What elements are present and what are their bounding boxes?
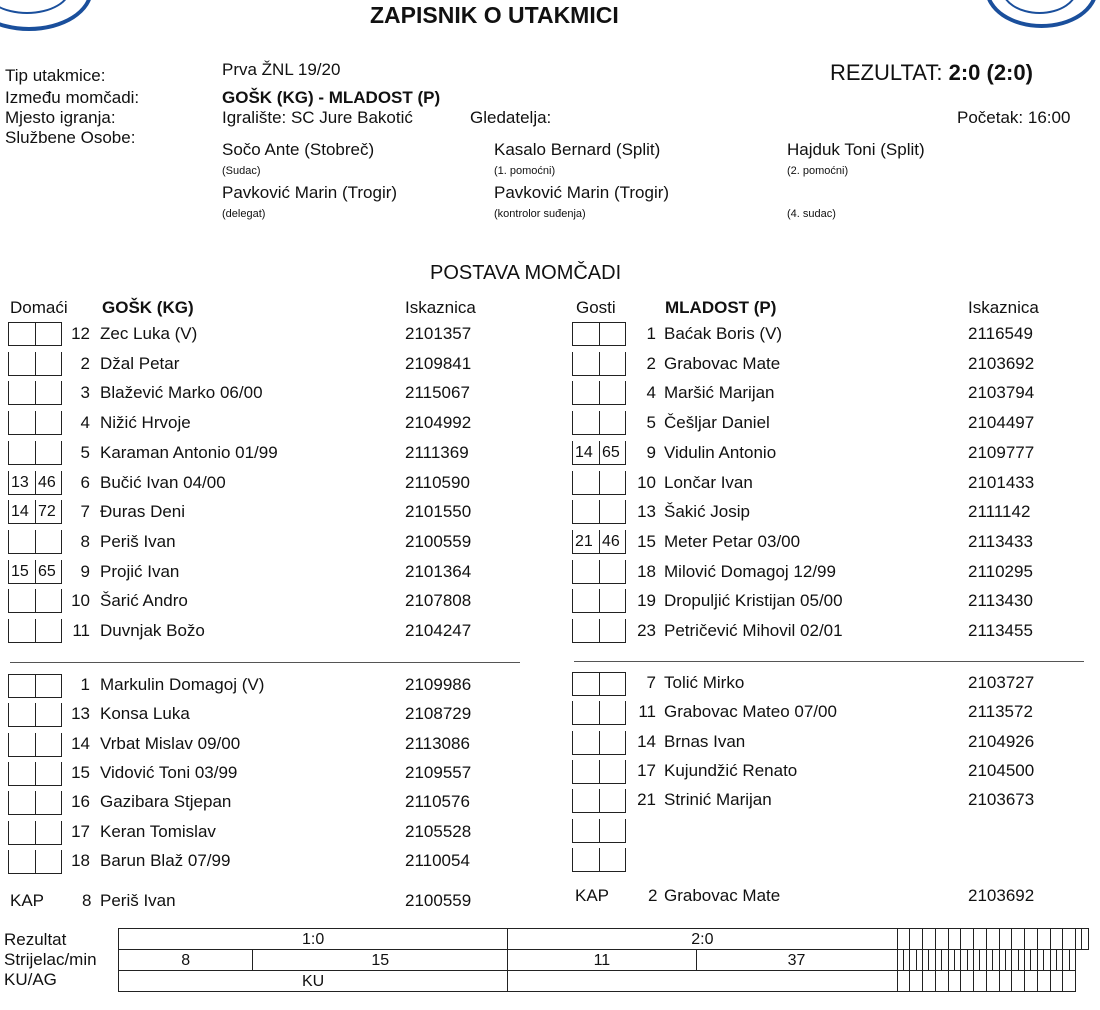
player-name: Projić Ivan [100, 562, 180, 581]
player-id: 2100559 [405, 532, 472, 551]
player-id: 2101550 [405, 502, 472, 521]
result [830, 60, 1033, 86]
player-number: 10 [637, 473, 656, 492]
sub-minute-box [599, 352, 626, 376]
sub-number-box: 21 [572, 530, 599, 554]
sub-number-box [8, 762, 35, 786]
sub-number-box [572, 381, 599, 405]
sub-minute-box: 46 [599, 530, 626, 554]
player-name: Šakić Josip [664, 502, 750, 521]
player-number: 12 [71, 324, 90, 343]
sub-number-box [572, 819, 599, 843]
sub-number-box [572, 322, 599, 346]
player-number: 14 [71, 734, 90, 753]
away-club-logo [985, 0, 1098, 28]
player-number: 7 [646, 673, 656, 692]
sub-minute-box [35, 411, 62, 435]
player-name: Dropuljić Kristijan 05/00 [664, 591, 843, 610]
player-id: 2110590 [405, 473, 470, 492]
sub-number-box [8, 674, 35, 698]
sub-minute-box [599, 672, 626, 696]
player-id: 2104500 [968, 761, 1035, 780]
score-cell: 2:0 [508, 929, 897, 950]
minute-cell: 15 [253, 950, 508, 971]
away-captain-number: 2 [648, 886, 658, 905]
player-number: 17 [71, 822, 90, 841]
sub-minute-box [599, 619, 626, 643]
scorer-cell: 8 [119, 950, 253, 971]
player-name: Đuras Deni [100, 502, 186, 521]
player-name: Vrbat Mislav 09/00 [100, 734, 241, 753]
kuag-row-label: KU/AG [4, 970, 57, 989]
official-role: (1. pomoćni) [494, 165, 556, 177]
sub-number-box: 15 [8, 560, 35, 584]
player-number: 9 [646, 443, 656, 462]
player-id: 2110054 [405, 851, 470, 870]
sub-number-box [8, 619, 35, 643]
sub-number-box [8, 530, 35, 554]
sub-minute-box [35, 322, 62, 346]
kuag-cell [1063, 971, 1076, 992]
player-name: Meter Petar 03/00 [664, 532, 801, 551]
player-number: 2 [646, 354, 656, 373]
official-name: Pavković Marin (Trogir) [222, 183, 398, 202]
sub-number-box [8, 411, 35, 435]
minute-cell [1069, 950, 1075, 971]
sub-minute-box [35, 352, 62, 376]
sub-minute-box [35, 674, 62, 698]
player-number: 13 [637, 502, 656, 521]
sub-minute-box [599, 789, 626, 813]
player-number: 15 [71, 763, 90, 782]
score-cell: 1:0 [119, 929, 508, 950]
score-cell [1037, 929, 1050, 950]
sub-minute-box [599, 560, 626, 584]
official-name: Sočo Ante (Stobreč) [222, 140, 375, 159]
kuag-cell [974, 971, 987, 992]
away-captain-label: KAP [575, 886, 610, 905]
sub-number-box [572, 411, 599, 435]
home-id-header: Iskaznica [405, 298, 476, 317]
player-id: 2109841 [405, 354, 472, 373]
player-number: 11 [72, 621, 90, 640]
player-number: 15 [637, 532, 656, 551]
player-id: 2107808 [405, 591, 472, 610]
sub-number-box [572, 352, 599, 376]
official-role: (kontrolor suđenja) [494, 208, 586, 220]
player-id: 2103727 [968, 673, 1035, 692]
score-cell [923, 929, 936, 950]
player-number: 16 [71, 792, 90, 811]
official-role: (Sudac) [222, 165, 261, 177]
player-name: Džal Petar [100, 354, 180, 373]
player-id: 2109557 [405, 763, 472, 782]
score-cell [1082, 929, 1089, 950]
player-id: 2101364 [405, 562, 472, 581]
player-number: 7 [80, 502, 90, 521]
score-cell [897, 929, 910, 950]
izmedu-label: Između momčadi: [5, 88, 140, 107]
away-subs-divider [574, 661, 1084, 662]
player-name: Baćak Boris (V) [664, 324, 783, 343]
player-id: 2111369 [405, 443, 469, 462]
sub-minute-box [599, 471, 626, 495]
sub-number-box [8, 733, 35, 757]
sub-minute-box [35, 821, 62, 845]
player-id: 2104992 [405, 413, 472, 432]
score-cell [935, 929, 948, 950]
official-role: (delegat) [222, 208, 266, 220]
logo-ring [0, 0, 71, 14]
page-title: ZAPISNIK O UTAKMICI [370, 2, 619, 28]
player-id: 2104926 [968, 732, 1035, 751]
score-cell [910, 929, 923, 950]
player-id: 2109777 [968, 443, 1035, 462]
kuag-cell [1050, 971, 1063, 992]
player-number: 3 [80, 383, 90, 402]
sub-minute-box [599, 819, 626, 843]
player-name: Zec Luka (V) [100, 324, 198, 343]
away-team-name: MLADOST (P) [665, 298, 777, 317]
sub-number-box [8, 352, 35, 376]
lineup-title: POSTAVA MOMČADI [430, 262, 622, 284]
player-name: Grabovac Mate [664, 354, 781, 373]
sub-number-box [572, 789, 599, 813]
result-label: REZULTAT: [830, 60, 943, 85]
sub-number-box [8, 322, 35, 346]
kuag-cell [1025, 971, 1038, 992]
kuag-cell [948, 971, 961, 992]
sub-number-box [8, 703, 35, 727]
gledatelja-label: Gledatelja: [470, 108, 552, 127]
player-id: 2113572 [968, 702, 1033, 721]
official-name: Hajduk Toni (Split) [787, 140, 925, 159]
sub-minute-box [35, 589, 62, 613]
sub-number-box: 14 [8, 500, 35, 524]
sub-number-box: 14 [572, 441, 599, 465]
scorer-row-label: Strijelac/min [4, 950, 97, 969]
player-name: Maršić Marijan [664, 383, 775, 402]
official-name: Pavković Marin (Trogir) [494, 183, 670, 202]
scorer-row [119, 950, 1089, 971]
sub-minute-box [35, 733, 62, 757]
player-id: 2108729 [405, 704, 472, 723]
player-name: Šarić Andro [100, 591, 188, 610]
player-name: Grabovac Mateo 07/00 [664, 702, 837, 721]
kuag-cell [986, 971, 999, 992]
sub-number-box [8, 441, 35, 465]
player-number: 1 [646, 324, 656, 343]
sub-number-box [572, 731, 599, 755]
goals-table [118, 928, 1089, 992]
kuag-row [119, 971, 1089, 992]
sub-minute-box [35, 619, 62, 643]
player-name: Keran Tomislav [100, 822, 216, 841]
player-number: 18 [71, 851, 90, 870]
sluzbene-label: Službene Osobe: [5, 128, 136, 147]
player-number: 8 [80, 532, 90, 551]
home-side-label: Domaći [10, 298, 68, 317]
official-name: Kasalo Bernard (Split) [494, 140, 661, 159]
player-id: 2109986 [405, 675, 472, 694]
logo-ring [1001, 0, 1078, 14]
sub-minute-box [35, 703, 62, 727]
sub-number-box: 13 [8, 471, 35, 495]
player-name: Bučić Ivan 04/00 [100, 473, 226, 492]
result-value: 2:0 (2:0) [948, 60, 1033, 85]
player-id: 2111142 [968, 502, 1031, 521]
score-row-label: Rezultat [4, 930, 67, 949]
player-id: 2113086 [405, 734, 470, 753]
kuag-cell [910, 971, 923, 992]
player-id: 2115067 [405, 383, 470, 402]
player-name: Karaman Antonio 01/99 [100, 443, 278, 462]
sub-minute-box: 46 [35, 471, 62, 495]
player-id: 2110295 [968, 562, 1033, 581]
player-id: 2104247 [405, 621, 472, 640]
sub-minute-box: 65 [599, 441, 626, 465]
player-number: 11 [638, 702, 656, 721]
player-name: Tolić Mirko [664, 673, 745, 692]
score-cell [1063, 929, 1076, 950]
player-number: 21 [637, 790, 656, 809]
sub-number-box [8, 821, 35, 845]
home-captain-id: 2100559 [405, 891, 472, 910]
sub-minute-box [599, 411, 626, 435]
player-number: 23 [637, 621, 656, 640]
sub-minute-box [599, 381, 626, 405]
player-name: Milović Domagoj 12/99 [664, 562, 836, 581]
player-name: Brnas Ivan [664, 732, 746, 751]
player-id: 2103794 [968, 383, 1035, 402]
score-cell [948, 929, 961, 950]
player-name: Gazibara Stjepan [100, 792, 232, 811]
kuag-cell [1012, 971, 1025, 992]
away-captain-name: Grabovac Mate [664, 886, 781, 905]
sub-minute-box [599, 500, 626, 524]
sub-number-box [8, 791, 35, 815]
score-cell [999, 929, 1012, 950]
sub-minute-box [35, 791, 62, 815]
sub-number-box [8, 381, 35, 405]
kuag-cell [961, 971, 974, 992]
player-number: 18 [637, 562, 656, 581]
player-name: Lončar Ivan [664, 473, 753, 492]
player-number: 2 [80, 354, 90, 373]
kuag-cell: KU [119, 971, 508, 992]
score-cell [1012, 929, 1025, 950]
sub-number-box [572, 500, 599, 524]
player-id: 2103673 [968, 790, 1035, 809]
player-number: 9 [80, 562, 90, 581]
player-number: 19 [637, 591, 656, 610]
kuag-cell [999, 971, 1012, 992]
player-name: Strinić Marijan [664, 790, 772, 809]
player-number: 6 [80, 473, 90, 492]
home-team-name: GOŠK (KG) [102, 298, 194, 317]
player-number: 13 [71, 704, 90, 723]
tip-label: Tip utakmice: [5, 66, 106, 85]
player-number: 4 [646, 383, 656, 402]
minute-cell: 37 [696, 950, 897, 971]
sub-number-box [8, 589, 35, 613]
sub-minute-box [599, 701, 626, 725]
kuag-cell [897, 971, 910, 992]
player-number: 14 [637, 732, 656, 751]
player-number: 17 [637, 761, 656, 780]
mjesto-value: Igralište: SC Jure Bakotić [222, 108, 413, 127]
sub-minute-box [599, 760, 626, 784]
sub-number-box [8, 850, 35, 874]
player-id: 2101357 [405, 324, 472, 343]
player-name: Kujundžić Renato [664, 761, 798, 780]
home-captain-name: Periš Ivan [100, 891, 176, 910]
player-number: 10 [71, 591, 90, 610]
sub-minute-box [35, 441, 62, 465]
player-name: Vidović Toni 03/99 [100, 763, 238, 782]
player-id: 2104497 [968, 413, 1035, 432]
kuag-cell [508, 971, 897, 992]
sub-minute-box [35, 381, 62, 405]
sub-minute-box [599, 848, 626, 872]
sub-number-box [572, 471, 599, 495]
player-name: Petričević Mihovil 02/01 [664, 621, 843, 640]
away-captain-id: 2103692 [968, 886, 1035, 905]
home-subs-divider [10, 662, 520, 663]
sub-number-box [572, 701, 599, 725]
home-captain-label: KAP [10, 891, 45, 910]
score-cell [974, 929, 987, 950]
player-number: 1 [80, 675, 90, 694]
player-name: Markulin Domagoj (V) [100, 675, 265, 694]
izmedu-value: GOŠK (KG) - MLADOST (P) [222, 88, 441, 107]
home-captain-number: 8 [82, 891, 92, 910]
away-id-header: Iskaznica [968, 298, 1039, 317]
kuag-cell [923, 971, 936, 992]
sub-number-box [572, 760, 599, 784]
away-side-label: Gosti [576, 298, 616, 317]
player-name: Periš Ivan [100, 532, 176, 551]
player-number: 5 [646, 413, 656, 432]
sub-minute-box [35, 530, 62, 554]
player-id: 2103692 [968, 354, 1035, 373]
player-name: Češljar Daniel [664, 413, 770, 432]
sub-number-box [572, 672, 599, 696]
player-number: 5 [80, 443, 90, 462]
scorer-cell: 11 [508, 950, 696, 971]
player-number: 4 [80, 413, 90, 432]
official-role: (4. sudac) [787, 208, 836, 220]
sub-minute-box [599, 322, 626, 346]
player-id: 2113455 [968, 621, 1033, 640]
player-name: Duvnjak Božo [100, 621, 205, 640]
sub-minute-box: 72 [35, 500, 62, 524]
player-id: 2110576 [405, 792, 470, 811]
player-id: 2113433 [968, 532, 1033, 551]
player-id: 2105528 [405, 822, 472, 841]
sub-minute-box [35, 762, 62, 786]
pocetak: Početak: 16:00 [957, 108, 1071, 127]
score-cell [1050, 929, 1063, 950]
kuag-cell [935, 971, 948, 992]
home-club-logo [0, 0, 93, 31]
official-role: (2. pomoćni) [787, 165, 849, 177]
player-name: Konsa Luka [100, 704, 190, 723]
sub-number-box [572, 848, 599, 872]
player-id: 2113430 [968, 591, 1033, 610]
kuag-cell [1037, 971, 1050, 992]
sub-minute-box [35, 850, 62, 874]
player-name: Barun Blaž 07/99 [100, 851, 231, 870]
player-name: Vidulin Antonio [664, 443, 777, 462]
mjesto-label: Mjesto igranja: [5, 108, 116, 127]
sub-minute-box: 65 [35, 560, 62, 584]
sub-number-box [572, 619, 599, 643]
score-row [119, 929, 1089, 950]
score-cell [961, 929, 974, 950]
sub-number-box [572, 560, 599, 584]
score-cell [1025, 929, 1038, 950]
sub-minute-box [599, 589, 626, 613]
player-id: 2101433 [968, 473, 1035, 492]
sub-number-box [572, 589, 599, 613]
player-id: 2116549 [968, 324, 1033, 343]
player-name: Blažević Marko 06/00 [100, 383, 263, 402]
player-name: Nižić Hrvoje [100, 413, 191, 432]
sub-minute-box [599, 731, 626, 755]
score-cell [986, 929, 999, 950]
tip-value: Prva ŽNL 19/20 [222, 60, 341, 79]
